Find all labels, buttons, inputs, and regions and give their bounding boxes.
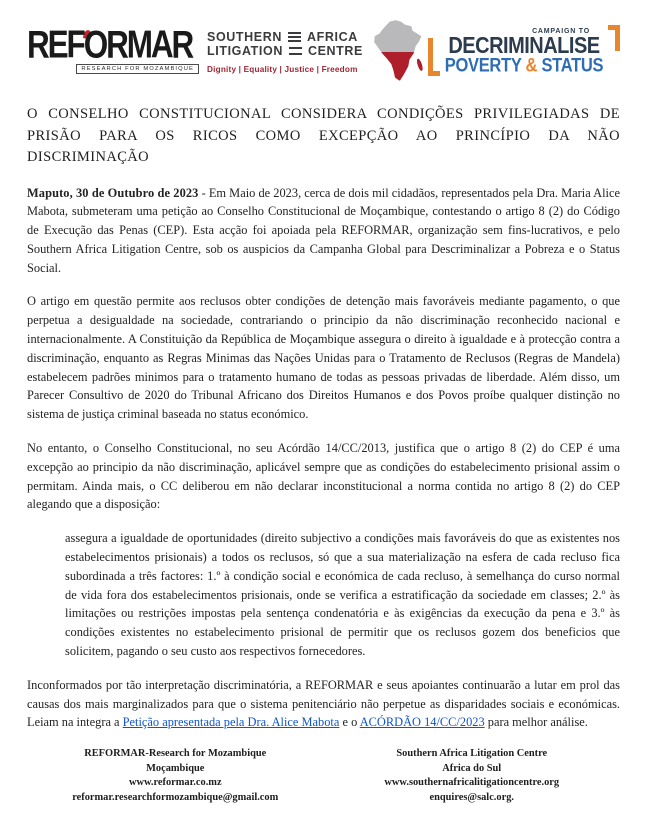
salc-wordmark bbox=[207, 30, 363, 74]
salc-line2 bbox=[207, 44, 363, 58]
closing-text-mid: e o bbox=[339, 715, 360, 730]
page-title: O CONSELHO CONSTITUCIONAL CONSIDERA CONDIÇÕES PRIVILEGIADAS DE PRISÃO PARA OS RICOS COMO EXCEPÇÃO AO PRINCÍPIO DA NÃO DISCRIMINAÇÃO bbox=[27, 106, 620, 165]
salc-word-africa: AFRICA bbox=[307, 30, 358, 44]
dps-word-status: STATUS bbox=[541, 55, 604, 76]
logo-header bbox=[27, 12, 620, 92]
reformar-logo bbox=[27, 23, 205, 74]
orange-bracket-left-icon bbox=[428, 38, 440, 76]
dps-kicker: CAMPAIGN TO bbox=[532, 27, 590, 35]
dps-word-poverty: POVERTY bbox=[444, 55, 522, 76]
salc-contact-block bbox=[324, 747, 621, 805]
salc-bars-icon bbox=[289, 47, 302, 55]
dps-ampersand: & bbox=[525, 55, 538, 76]
salc-tagline: Dignity | Equality | Justice | Freedom bbox=[207, 65, 358, 74]
reformar-country: Moçambique bbox=[146, 762, 205, 774]
reformar-wordmark: REFORMAR bbox=[27, 23, 193, 67]
reformar-contact-block bbox=[27, 747, 324, 805]
africa-map-icon bbox=[372, 20, 426, 84]
salc-website: www.southernafricalitigationcentre.org bbox=[384, 777, 560, 789]
dateline-bold: Maputo, 30 de Outubro de 2023 bbox=[27, 185, 199, 200]
salc-word-southern: SOUTHERN bbox=[207, 30, 282, 44]
paragraph-dateline bbox=[27, 184, 620, 278]
contact-footer bbox=[27, 747, 620, 805]
salc-email: enquires@salc.org. bbox=[429, 792, 514, 803]
reformar-email: reformar.researchformozambique@gmail.com bbox=[72, 792, 279, 803]
salc-word-litigation: LITIGATION bbox=[207, 44, 283, 58]
closing-text-post: para melhor análise. bbox=[484, 715, 588, 730]
salc-line1 bbox=[207, 30, 363, 44]
reformar-website: www.reformar.co.mz bbox=[128, 777, 222, 789]
petition-link[interactable]: Petição apresentada pela Dra. Alice Mabota bbox=[122, 715, 340, 730]
salc-org-name: Southern Africa Litigation Centre bbox=[396, 748, 548, 760]
blockquote-cc-decision: assegura a igualdade de oportunidades (direito subjectivo a condições mais favoráveis do que as existentes nos estabelecimentos prisionais) a todos os reclusos, só que a sua materialização na esfera de cada recluso fica subordinada a três factores: 1.º à condição social e económica de cada recluso, à semelhança do curso normal de vida fora dos estabelecimentos prisionais, onde se verifica a estratificação da sociedade em classes; 2.º às limitações ou restrições impostas pela sentença condenatória e às exigências da execução da pena e 3.º às condições existentes no estabelecimento prisional de permitir que os reclusos gozem dos beneficios que solicitem, pagando o seu custo aos respectivos fornecedores. bbox=[65, 531, 620, 659]
reformar-org-name: REFORMAR-Research for Mozambique bbox=[84, 748, 267, 760]
closing-text-pre: Inconformados por tão interpretação discriminatória, a REFORMAR e seus apoiantes continuarão a lutar em prol das causas dos mais marginalizados para que o sistema penitenciário não perpetue as disparidades sociais e económicas. Leiam na integra a bbox=[27, 677, 620, 730]
orange-bracket-right-icon bbox=[608, 25, 620, 51]
paragraph-3: No entanto, o Conselho Constitucional, no seu Acórdão 14/CC/2013, justifica que o artigo 8 (2) do CEP é uma excepção ao principio da não discriminação, aplicável sempre que as condições do estabelecimento prisional assim o permitam. Ainda mais, o CC deliberou em não declarar inconstitucional a norma contida no artigo 8 (2) do CEP alegando que a disposição: bbox=[27, 441, 620, 512]
reformar-tagline: RESEARCH FOR MOZAMBIQUE bbox=[76, 64, 199, 74]
salc-logo bbox=[207, 20, 426, 84]
dps-poverty-status bbox=[444, 55, 604, 77]
paragraph-1-text: - Em Maio de 2023, cerca de dois mil cidadãos, representados pela Dra. Maria Alice Mabota, submeteram uma petição ao Conselho Constitucional de Moçambique, contestando o artigo 8 (2) do Código de Execução das Penas (CEP). Esta acção foi apoiada pela REFORMAR, organização sem fins-lucrativos, e pelo Southern Africa Litigation Centre, sob os auspicios da Campanha Global para Descriminalizar a Pobreza e o Status Social. bbox=[27, 185, 621, 275]
paragraph-closing bbox=[27, 676, 620, 732]
salc-bars-icon bbox=[288, 32, 301, 42]
decriminalise-poverty-status-logo bbox=[428, 25, 620, 80]
dps-decriminalise: DECRIMINALISE bbox=[448, 32, 600, 59]
paragraph-2: O artigo em questão permite aos reclusos obter condições de detenção mais favoráveis mediante pagamento, o que perpetua a desigualdade na sociedade, contrariando o principio da não discriminação reconhecido nacional e internacionalmente. A Constituição da República de Moçambique assegura o direito à igualdade e à protecção contra a discriminação, enquanto as Regras Minimas das Nações Unidas para o Tratamento de Reclusos (Regras de Mandela) estabelecem padrões minimos para o tratamento humano de todas as pessoas privadas de liberdade. Além disso, um Parecer Consultivo de 2020 do Tribunal Africano dos Direitos Humanos e dos Povos proíbe qualquer distinção no sistema de justiça criminal baseada no status económico. bbox=[27, 294, 620, 422]
acordao-link[interactable]: ACÓRDÃO 14/CC/2023 bbox=[359, 715, 485, 730]
salc-word-centre: CENTRE bbox=[307, 44, 363, 58]
salc-country: Africa do Sul bbox=[442, 762, 502, 774]
